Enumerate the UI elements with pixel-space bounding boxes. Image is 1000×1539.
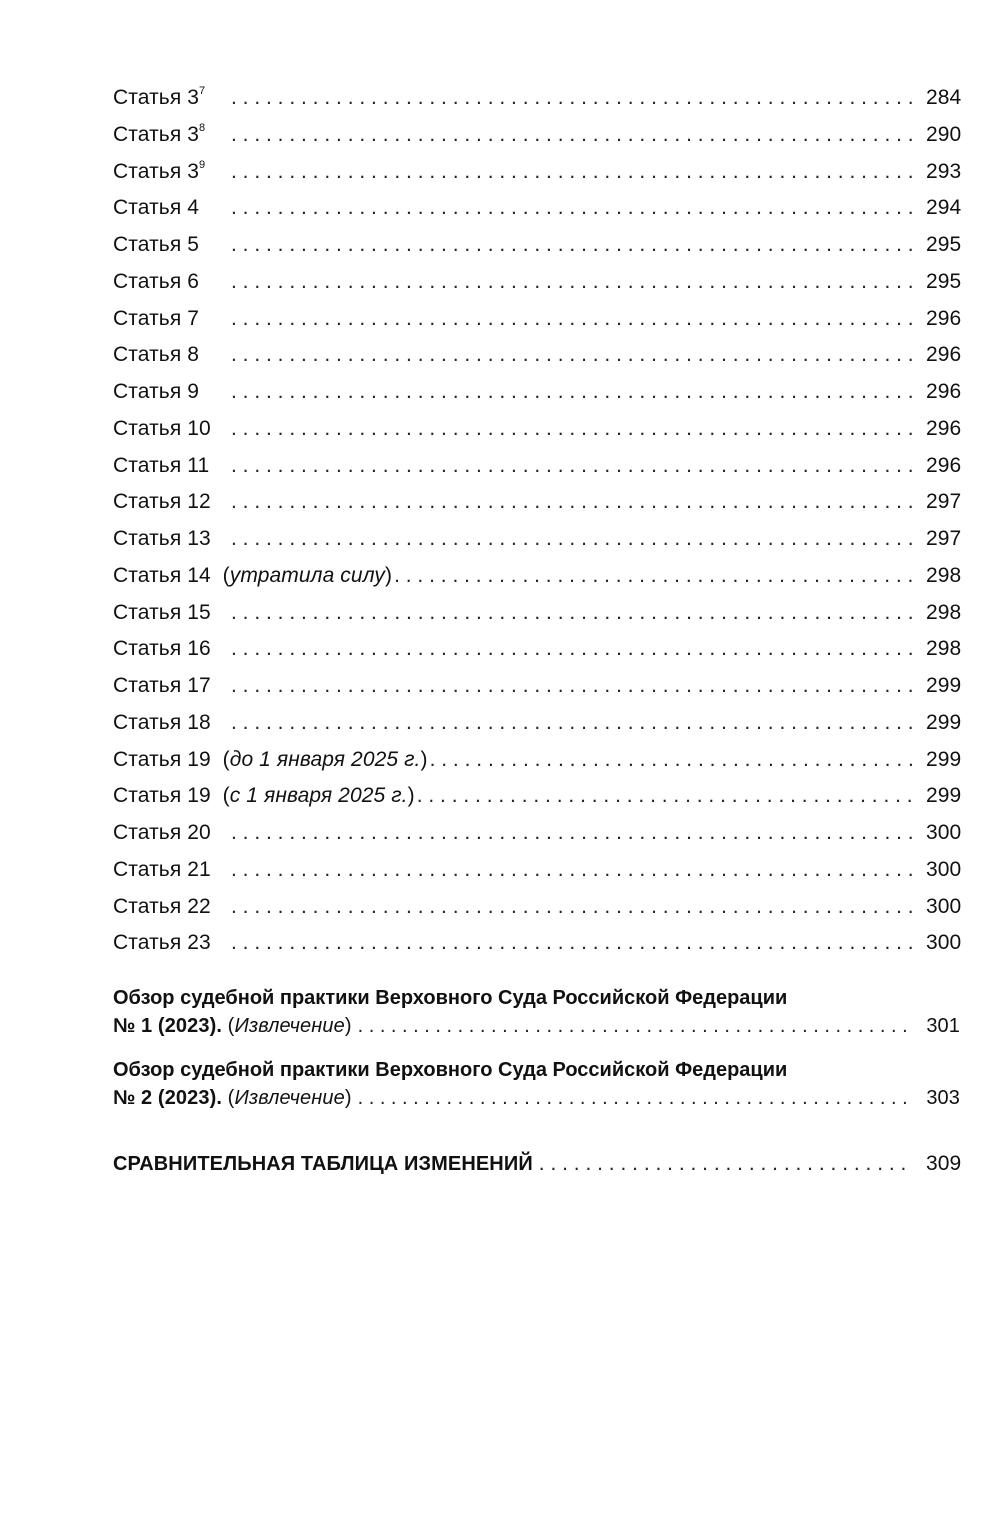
entry-label: Статья 9 xyxy=(113,380,200,403)
entry-label: Статья 4 xyxy=(113,196,200,220)
leader-dots xyxy=(417,778,912,815)
leader-dots xyxy=(231,374,912,411)
leader-dots xyxy=(231,227,912,264)
leader-dots xyxy=(231,705,912,742)
review-label: № 1 (2023). (Извлечение) xyxy=(113,1015,352,1037)
page-number: 298 xyxy=(926,563,962,587)
entry-label: Статья 12 xyxy=(113,490,211,514)
leader-dots xyxy=(231,484,912,521)
entry-label: Статья 23 xyxy=(113,931,211,955)
toc-entry xyxy=(113,190,960,227)
toc-entry xyxy=(113,117,960,154)
page-number: 290 xyxy=(926,122,962,146)
toc-entry xyxy=(113,264,960,301)
toc-entry xyxy=(113,742,960,779)
toc-entry xyxy=(113,705,960,742)
entry-label: Статья 15 xyxy=(113,600,211,624)
page-number: 296 xyxy=(926,416,962,440)
entry-note: до 1 января 2025 г. xyxy=(229,747,421,771)
entry-label: Статья 14 (утратила силу) xyxy=(113,563,393,587)
leader-dots xyxy=(231,889,912,926)
toc-entry xyxy=(113,889,960,926)
review-entry-line xyxy=(113,1084,960,1118)
entry-label: Статья 22 xyxy=(113,894,211,918)
toc-entry xyxy=(113,778,960,815)
leader-dots xyxy=(231,815,912,852)
entry-label: Статья 19 (с 1 января 2025 г.) xyxy=(113,784,415,808)
page-number: 309 xyxy=(926,1152,962,1175)
leader-dots xyxy=(539,1146,912,1183)
review-note: Извлечение xyxy=(234,1087,345,1109)
leader-dots xyxy=(430,742,912,779)
leader-dots xyxy=(231,411,912,448)
page-number: 298 xyxy=(926,637,962,661)
toc-entry xyxy=(113,815,960,852)
table-of-contents xyxy=(113,80,960,1183)
leader-dots xyxy=(231,925,912,962)
toc-entry xyxy=(113,448,960,485)
page-number: 296 xyxy=(926,343,962,367)
toc-entry xyxy=(113,668,960,705)
page-number: 299 xyxy=(926,747,962,771)
entry-label: Статья 11 xyxy=(113,453,210,477)
entry-label: Статья 16 xyxy=(113,637,211,661)
toc-entry xyxy=(113,852,960,889)
entry-label: Статья 6 xyxy=(113,269,200,293)
page-number: 296 xyxy=(926,306,962,330)
toc-entry xyxy=(113,227,960,264)
review-label: № 2 (2023). (Извлечение) xyxy=(113,1087,352,1109)
entry-label: Статья 13 xyxy=(113,527,211,550)
entry-label: Статья $3^8$ xyxy=(113,121,206,146)
leader-dots xyxy=(358,1012,912,1040)
leader-dots xyxy=(231,264,912,301)
page-number: 294 xyxy=(926,196,962,220)
page-number: 297 xyxy=(926,490,962,514)
toc-entry xyxy=(113,521,960,558)
page-number: 298 xyxy=(926,600,962,624)
leader-dots xyxy=(231,852,912,889)
page-number: 293 xyxy=(926,159,962,183)
leader-dots xyxy=(231,190,912,227)
review-note: Извлечение xyxy=(234,1015,345,1037)
page-number: 296 xyxy=(926,453,962,477)
entry-label: Статья 17 xyxy=(113,674,211,697)
entry-label: Статья 21 xyxy=(113,857,211,881)
page-number: 297 xyxy=(926,527,962,550)
leader-dots xyxy=(231,668,912,705)
section-title: СРАВНИТЕЛЬНАЯ ТАБЛИЦА ИЗМЕНЕНИЙ xyxy=(113,1153,533,1175)
review-number: № 1 (2023). xyxy=(113,1015,223,1037)
toc-entry xyxy=(113,595,960,632)
toc-entry xyxy=(113,154,960,191)
review-number: № 2 (2023). xyxy=(113,1087,223,1109)
page-number: 299 xyxy=(926,674,962,697)
toc-entry xyxy=(113,925,960,962)
leader-dots xyxy=(394,558,912,595)
review-entry xyxy=(113,1056,960,1118)
entry-label: Статья 7 xyxy=(113,306,200,330)
toc-entry xyxy=(113,558,960,595)
entry-note: с 1 января 2025 г. xyxy=(229,784,408,808)
toc-entry xyxy=(113,411,960,448)
leader-dots xyxy=(231,154,912,191)
comparison-table-entry xyxy=(113,1146,960,1183)
page-number: 300 xyxy=(926,894,962,918)
page-number: 284 xyxy=(926,86,962,109)
leader-dots xyxy=(231,337,912,374)
leader-dots xyxy=(231,80,912,117)
page-number: 295 xyxy=(926,269,962,293)
page-number: 300 xyxy=(926,821,962,844)
leader-dots xyxy=(231,117,912,154)
page-number: 303 xyxy=(926,1087,960,1109)
toc-entry xyxy=(113,631,960,668)
entry-label: Статья 19 (до 1 января 2025 г.) xyxy=(113,747,428,771)
page-number: 296 xyxy=(926,380,962,403)
entry-label: Статья $3^9$ xyxy=(113,158,206,183)
review-title: Обзор судебной практики Верховного Суда Российской Федерации xyxy=(113,1059,788,1081)
toc-entry xyxy=(113,337,960,374)
leader-dots xyxy=(231,301,912,338)
leader-dots xyxy=(358,1084,912,1112)
entry-label: Статья 5 xyxy=(113,233,200,256)
page-number: 299 xyxy=(926,784,962,808)
toc-entry xyxy=(113,80,960,117)
entry-label: Статья $3^7$ xyxy=(113,85,206,109)
leader-dots xyxy=(231,448,912,485)
review-entry-line xyxy=(113,1012,960,1046)
entry-label: Статья 20 xyxy=(113,821,211,844)
leader-dots xyxy=(231,595,912,632)
toc-entry xyxy=(113,374,960,411)
leader-dots xyxy=(231,631,912,668)
toc-entry xyxy=(113,301,960,338)
review-entry xyxy=(113,984,960,1046)
page-number: 299 xyxy=(926,710,962,734)
toc-entry xyxy=(113,484,960,521)
entry-label: Статья 8 xyxy=(113,343,200,367)
review-title: Обзор судебной практики Верховного Суда Российской Федерации xyxy=(113,987,788,1009)
page-number: 300 xyxy=(926,857,962,881)
page-number: 295 xyxy=(926,233,962,256)
entry-label: Статья 18 xyxy=(113,710,211,734)
entry-label: Статья 10 xyxy=(113,416,211,440)
page-number: 301 xyxy=(926,1015,960,1037)
page-number: 300 xyxy=(926,931,962,955)
entry-note: утратила силу xyxy=(229,563,385,587)
leader-dots xyxy=(231,521,912,558)
